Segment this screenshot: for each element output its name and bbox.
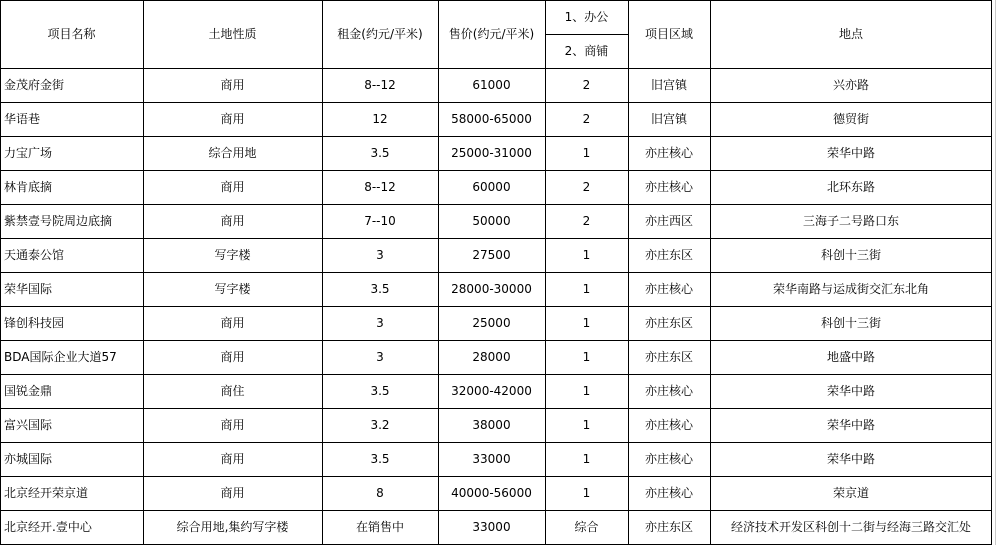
cell-name[interactable]: 天通泰公馆 [4,248,65,262]
cell-rent[interactable]: 3.5 [370,146,390,160]
cell-location[interactable]: 三海子二号路口东 [802,214,899,228]
cell-location[interactable]: 经济技术开发区科创十二街与经海三路交汇处 [730,520,971,534]
header-type-shop[interactable]: 2、商铺 [564,44,609,58]
cell-rent[interactable]: 8--12 [364,78,396,92]
cell-price[interactable]: 58000-65000 [451,112,532,126]
cell-rent[interactable]: 3 [376,316,384,330]
header-price[interactable]: 售价(约元/平米) [448,27,535,41]
cell-type[interactable]: 1 [582,248,591,262]
cell-price[interactable]: 33000 [472,520,511,534]
grid-line-horizontal [0,0,992,1]
cell-location[interactable]: 兴亦路 [832,78,869,92]
cell-price[interactable]: 28000 [472,350,511,364]
cell-land-type[interactable]: 商用 [220,418,245,432]
cell-land-type[interactable]: 商用 [220,214,245,228]
cell-land-type[interactable]: 商用 [220,180,245,194]
cell-land-type[interactable]: 商用 [220,78,245,92]
cell-type[interactable]: 1 [582,486,591,500]
cell-area[interactable]: 亦庄核心 [644,452,693,466]
grid-line-horizontal [0,306,992,307]
cell-land-type[interactable]: 综合用地,集约写字楼 [176,520,289,534]
cell-area[interactable]: 亦庄核心 [644,486,693,500]
cell-price[interactable]: 61000 [472,78,511,92]
cell-area[interactable]: 旧宫镇 [650,78,687,92]
cell-name[interactable]: 林肯底摘 [4,180,53,194]
grid-line-horizontal [0,408,992,409]
cell-area[interactable]: 亦庄东区 [644,248,693,262]
cell-name[interactable]: 荣华国际 [4,282,53,296]
header-rent[interactable]: 租金(约元/平米) [337,27,423,41]
cell-land-type[interactable]: 商用 [220,112,245,126]
grid-line-horizontal [0,136,992,137]
cell-area[interactable]: 亦庄西区 [644,214,693,228]
cell-rent[interactable]: 3.2 [370,418,390,432]
cell-area[interactable]: 亦庄核心 [644,146,693,160]
cell-rent[interactable]: 在销售中 [355,520,404,534]
cell-type[interactable]: 2 [582,112,591,126]
cell-location[interactable]: 荣华中路 [826,146,875,160]
grid-line-horizontal [0,374,992,375]
cell-price[interactable]: 38000 [472,418,511,432]
cell-price[interactable]: 32000-42000 [451,384,532,398]
grid-line-horizontal [545,34,628,35]
cell-name[interactable]: 北京经开.壹中心 [4,520,92,534]
cell-land-type[interactable]: 写字楼 [214,282,251,296]
grid-line-horizontal [0,476,992,477]
cell-price[interactable]: 33000 [472,452,511,466]
cell-area[interactable]: 亦庄核心 [644,418,693,432]
cell-rent[interactable]: 12 [372,112,388,126]
cell-land-type[interactable]: 商住 [220,384,245,398]
header-location[interactable]: 地点 [838,27,863,41]
cell-area[interactable]: 亦庄东区 [644,520,693,534]
grid-line-horizontal [0,442,992,443]
cell-name[interactable]: 金茂府金街 [4,78,65,92]
cell-name[interactable]: 亦城国际 [4,452,53,466]
cell-name[interactable]: 紫禁壹号院周边底摘 [4,214,113,228]
cell-type[interactable]: 1 [582,350,591,364]
cell-type[interactable]: 1 [582,316,591,330]
grid-line-horizontal [0,68,992,69]
grid-line-horizontal [0,272,992,273]
grid-line-horizontal [0,170,992,171]
cell-land-type[interactable]: 商用 [220,316,245,330]
cell-name[interactable]: BDA国际企业大道57 [4,350,117,364]
cell-area[interactable]: 亦庄核心 [644,384,693,398]
cell-price[interactable]: 50000 [472,214,511,228]
cell-land-type[interactable]: 综合用地 [208,146,257,160]
cell-rent[interactable]: 7--10 [364,214,396,228]
cell-rent[interactable]: 3.5 [370,452,390,466]
cell-name[interactable]: 北京经开荣京道 [4,486,89,500]
grid-line-horizontal [0,238,992,239]
cell-rent[interactable]: 3 [376,248,384,262]
cell-price[interactable]: 25000-31000 [451,146,532,160]
cell-land-type[interactable]: 商用 [220,350,245,364]
header-name[interactable]: 项目名称 [47,27,96,41]
header-area[interactable]: 项目区域 [644,27,693,41]
cell-type[interactable]: 1 [582,452,591,466]
cell-rent[interactable]: 3.5 [370,282,390,296]
cell-name[interactable]: 力宝广场 [4,146,53,160]
cell-rent[interactable]: 3 [376,350,384,364]
cell-land-type[interactable]: 商用 [220,486,245,500]
cell-type[interactable]: 1 [582,282,591,296]
cell-area[interactable]: 亦庄东区 [644,316,693,330]
cell-type[interactable]: 2 [582,180,591,194]
cell-type[interactable]: 2 [582,78,591,92]
cell-location[interactable]: 德贸街 [832,112,869,126]
cell-price[interactable]: 40000-56000 [451,486,532,500]
cell-rent[interactable]: 8--12 [364,180,396,194]
cell-name[interactable]: 华语巷 [4,112,41,126]
grid-line-horizontal [0,510,992,511]
cell-location[interactable]: 北环东路 [826,180,875,194]
cell-type[interactable]: 综合 [574,520,599,534]
grid-line-horizontal [0,340,992,341]
cell-location[interactable]: 荣华中路 [826,384,875,398]
cell-location[interactable]: 科创十三街 [820,316,881,330]
cell-area[interactable]: 亦庄东区 [644,350,693,364]
cell-land-type[interactable]: 商用 [220,452,245,466]
grid-line-horizontal [0,544,992,545]
cell-rent[interactable]: 8 [376,486,384,500]
cell-location[interactable]: 地盛中路 [826,350,875,364]
cell-area[interactable]: 亦庄核心 [644,282,693,296]
cell-land-type[interactable]: 写字楼 [214,248,251,262]
grid-line-horizontal [0,204,992,205]
header-type-office[interactable]: 1、办公 [564,10,609,24]
cell-location[interactable]: 荣华中路 [826,452,875,466]
grid-line-horizontal [0,102,992,103]
cell-price[interactable]: 27500 [472,248,511,262]
cell-location[interactable]: 荣华南路与运成街交汇东北角 [772,282,929,296]
header-land-type[interactable]: 土地性质 [208,27,257,41]
cell-area[interactable]: 旧宫镇 [650,112,687,126]
cell-type[interactable]: 1 [582,384,591,398]
cell-type[interactable]: 2 [582,214,591,228]
cell-type[interactable]: 1 [582,146,591,160]
cell-name[interactable]: 锋创科技园 [4,316,65,330]
cell-price[interactable]: 28000-30000 [451,282,532,296]
cell-price[interactable]: 60000 [472,180,511,194]
cell-name[interactable]: 国锐金鼎 [4,384,53,398]
cell-location[interactable]: 科创十三街 [820,248,881,262]
cell-rent[interactable]: 3.5 [370,384,390,398]
cell-area[interactable]: 亦庄核心 [644,180,693,194]
cell-location[interactable]: 荣华中路 [826,418,875,432]
cell-price[interactable]: 25000 [472,316,511,330]
cell-type[interactable]: 1 [582,418,591,432]
cell-location[interactable]: 荣京道 [832,486,869,500]
cell-name[interactable]: 富兴国际 [4,418,53,432]
